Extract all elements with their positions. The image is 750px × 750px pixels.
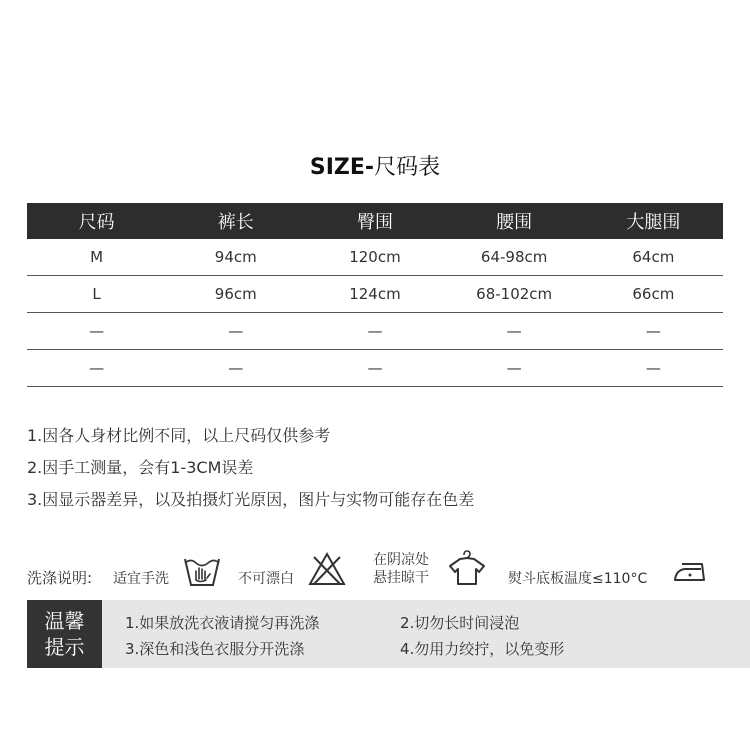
table-cell: L: [27, 276, 166, 313]
tips-label-line2: 提示: [44, 635, 85, 659]
hang-dry-icon: [448, 550, 486, 586]
table-row: [27, 350, 723, 387]
table-cell: 64-98cm: [445, 239, 584, 276]
note-item: 3.因显示器差异，以及拍摄灯光原因，图片与实物可能存在色差: [27, 490, 475, 509]
header-waist: 腰围: [445, 203, 584, 239]
table-cell: —: [166, 313, 305, 350]
table-cell: M: [27, 239, 166, 276]
title-en: SIZE-: [309, 155, 375, 180]
iron-label: 熨斗底板温度≤110°C: [508, 571, 648, 587]
size-notes: [27, 420, 474, 516]
no-bleach-label: 不可漂白: [238, 571, 294, 587]
tips-label: [27, 600, 102, 668]
table-cell: 64cm: [584, 239, 723, 276]
tip-item: 4.勿用力绞拧，以免变形: [400, 640, 565, 658]
tip-item: 2.切勿长时间浸泡: [400, 614, 520, 632]
header-size: 尺码: [27, 203, 166, 239]
table-cell: —: [445, 313, 584, 350]
title-zh: 尺码表: [374, 155, 441, 180]
table-cell: 124cm: [305, 276, 444, 313]
table-header-row: [27, 203, 723, 239]
table-cell: —: [584, 350, 723, 387]
table-row: [27, 313, 723, 350]
size-table: [27, 203, 723, 387]
no-bleach-icon: [308, 551, 346, 587]
table-cell: 96cm: [166, 276, 305, 313]
table-cell: —: [27, 350, 166, 387]
table-cell: —: [305, 350, 444, 387]
table-row: [27, 276, 723, 313]
table-cell: —: [27, 313, 166, 350]
hand-wash-label: 适宜手洗: [113, 571, 169, 587]
table-cell: —: [166, 350, 305, 387]
hand-wash-icon: [182, 553, 222, 589]
table-cell: 68-102cm: [445, 276, 584, 313]
table-cell: 66cm: [584, 276, 723, 313]
table-cell: —: [305, 313, 444, 350]
dry-label-line1: 在阴凉处: [373, 552, 429, 568]
header-thigh: 大腿围: [584, 203, 723, 239]
table-cell: 94cm: [166, 239, 305, 276]
care-instructions: [0, 545, 750, 595]
iron-icon: [673, 560, 707, 584]
dry-label-line2: 悬挂晾干: [373, 570, 429, 586]
note-item: 2.因手工测量，会有1-3CM误差: [27, 458, 254, 477]
table-cell: —: [584, 313, 723, 350]
note-item: 1.因各人身材比例不同，以上尺码仅供参考: [27, 426, 331, 445]
tip-item: 1.如果放洗衣液请搅匀再洗涤: [125, 614, 320, 632]
header-length: 裤长: [166, 203, 305, 239]
washing-label: 洗涤说明:: [27, 569, 93, 587]
header-hip: 臀围: [305, 203, 444, 239]
tip-item: 3.深色和浅色衣服分开洗涤: [125, 640, 305, 658]
care-tips: [27, 600, 750, 668]
table-cell: 120cm: [305, 239, 444, 276]
table-row: [27, 239, 723, 276]
size-chart-title: [0, 150, 750, 181]
table-cell: —: [445, 350, 584, 387]
tips-label-line1: 温馨: [44, 609, 85, 633]
